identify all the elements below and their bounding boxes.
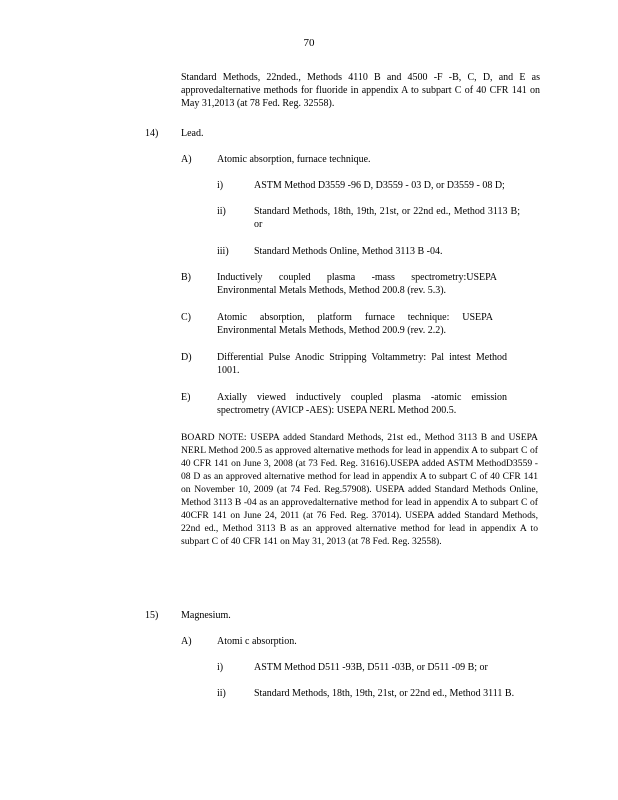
section-14-A-i-text: ASTM Method D3559 -96 D, D3559 - 03 D, or D3559 - 08 D;: [254, 180, 505, 191]
section-14-B-text: Inductively coupled plasma -mass spectrometry:USEPA Environmental Metals Methods, Method 200.8 (rev. 5.3).: [217, 272, 497, 296]
section-15-A-label: A): [181, 636, 192, 647]
section-14-number: 14): [145, 128, 159, 139]
section-15-A-ii-label: ii): [217, 688, 226, 699]
section-14-E-label: E): [181, 392, 191, 403]
section-15-A-text: Atomi c absorption.: [217, 636, 297, 647]
section-15-A-i-label: i): [217, 662, 224, 673]
section-14-A-iii-label: iii): [217, 246, 229, 257]
section-15-title: Magnesium.: [181, 610, 231, 621]
section-15-A-i-text: ASTM Method D511 -93B, D511 -03B, or D511 -09 B; or: [254, 662, 488, 673]
section-15-number: 15): [145, 610, 159, 621]
section-14-title: Lead.: [181, 128, 204, 139]
section-14-C-text: Atomic absorption, platform furnace technique: USEPA Environmental Metals Methods, Method 200.9 (rev. 2.2).: [217, 312, 493, 336]
section-14-C-label: C): [181, 312, 191, 323]
intro-paragraph: Standard Methods, 22nded., Methods 4110 B and 4500 -F -B, C, D, and E as approvedalternative methods for fluoride in appendix A to subpart C of 40 CFR 141 on May 31,2013 (at 78 Fed. Reg. 32558).: [181, 72, 540, 109]
page-number: 70: [303, 37, 315, 49]
section-14-D-text: Differential Pulse Anodic Stripping Voltammetry: Pal intest Method 1001.: [217, 352, 507, 376]
section-14-E-text: Axially viewed inductively coupled plasma -atomic emission spectrometry (AVICP -AES): USEPA NERL Method 200.5.: [217, 392, 507, 416]
section-14-A-label: A): [181, 154, 192, 165]
section-14-A-i-label: i): [217, 180, 224, 191]
section-15-A-ii-text: Standard Methods, 18th, 19th, 21st, or 22nd ed., Method 3111 B.: [254, 688, 515, 699]
section-14-A-text: Atomic absorption, furnace technique.: [217, 154, 371, 165]
section-14-A-ii-label: ii): [217, 206, 226, 217]
section-14-A-iii-text: Standard Methods Online, Method 3113 B -04.: [254, 246, 443, 257]
section-14-A-ii-text: Standard Methods, 18th, 19th, 21st, or 22nd ed., Method 3113 B; or: [254, 206, 520, 230]
section-14-B-label: B): [181, 272, 191, 283]
board-note: BOARD NOTE: USEPA added Standard Methods, 21st ed., Method 3113 B and USEPA NERL Method 200.5 as approved alternative methods for lead in appendix A to subpart C of 40 CFR 141 on June 3, 2008 (at 73 Fed. Reg. 31616).USEPA added ASTM MethodD3559 - 08 D as an approved alternative method for lead in appendix A to subpart C of 40 CFR 141 on November 10, 2009 (at 74 Fed. Reg.57908). USEPA added Standard Methods Online, Method 3113 B -04 as an approvedalternative method for lead in appendix A to subpart C of 40CFR 141 on June 24, 2011 (at 76 Fed. Reg. 37014). USEPA added Standard Methods, 22nd ed., Method 3113 B as an approved alternative method for lead in appendix A to subpart C of 40 CFR 141 on May 31, 2013 (at 78 Fed. Reg. 32558).: [181, 432, 538, 547]
section-14-D-label: D): [181, 352, 192, 363]
